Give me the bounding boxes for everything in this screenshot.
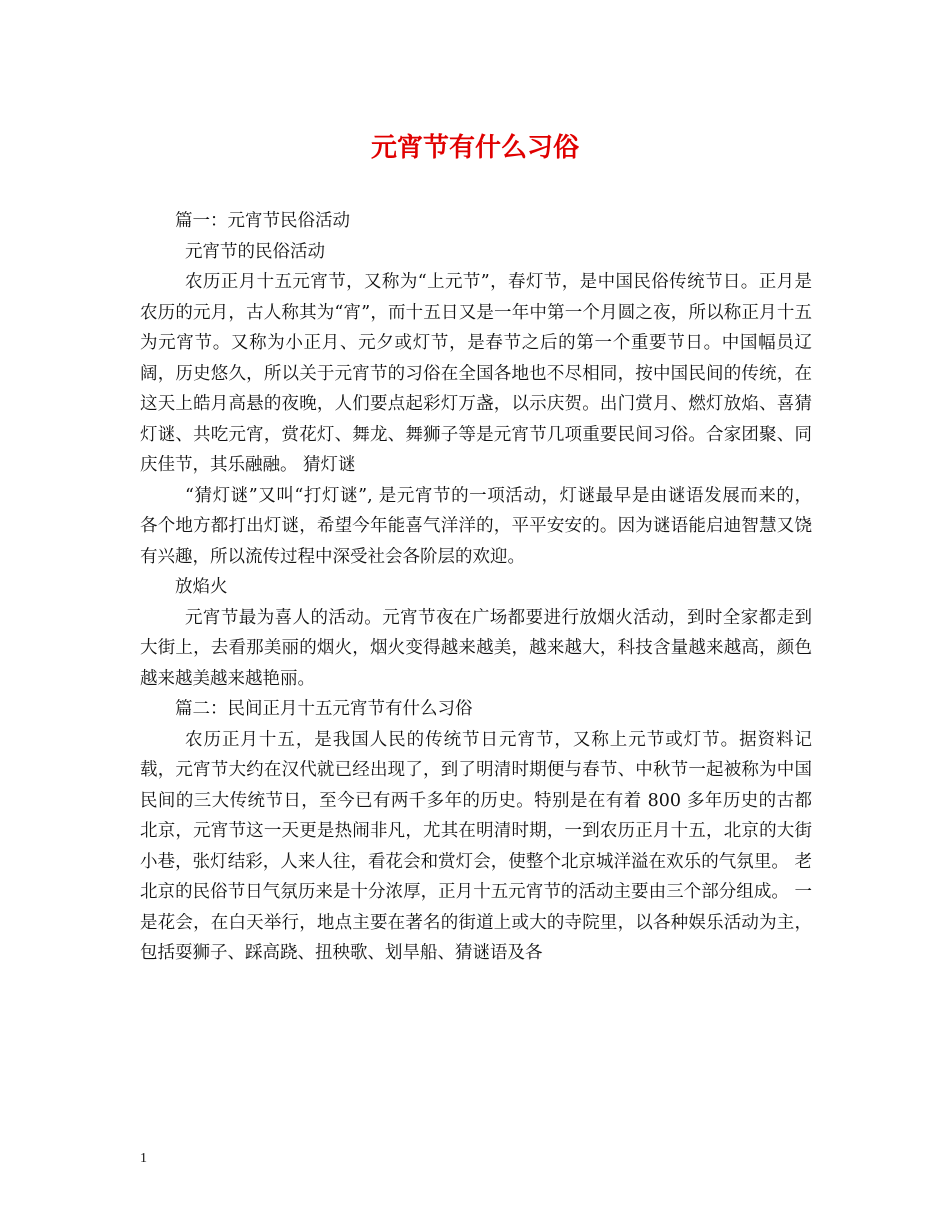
subsection-heading: 元宵节的民俗活动	[185, 241, 325, 262]
paragraph: “猜灯谜”又叫“打灯谜”, 是元宵节的一项活动，灯谜最早是由谜语发展而来的， 各个地方都打出灯谜，希望今年能喜气洋洋的，平平安安的。因为谜语能启迪智慧又饶有兴趣，所以流传过程中深受社会各阶层的欢迎。	[140, 485, 812, 567]
document-title: 元宵节有什么习俗	[370, 133, 579, 163]
section-heading-1: 篇一：元宵节民俗活动	[175, 211, 350, 231]
section-heading-2: 篇二：民间正月十五元宵节有什么习俗	[175, 699, 473, 719]
page-number: 1	[140, 1151, 147, 1166]
paragraph: 农历正月十五，是我国人民的传统节日元宵节，又称上元节或灯节。据资料记载，元宵节大约在汉代就已经出现了，到了明清时期便与春节、中秋节一起被称为中国民间的三大传统节日，至今已有两千多年的历史。特别是在有着 800 多年历史的古都北京，元宵节这一天更是热闹非凡，尤其在明清时期，一到农历正月十五，北京的大街小巷，张灯结彩，人来人往，看花会和赏灯会，使整个北京城洋溢在欢乐的气氛里。 老北京的民俗节日气氛历来是十分浓厚，正月十五元宵节的活动主要由三个部分组成。 一是花会，在白天举行，地点主要在著名的街道上或大的寺院里，以各种娱乐活动为主，包括耍狮子、踩高跷、扭秧歌、划旱船、猜谜语及各	[140, 729, 812, 963]
document-body	[140, 206, 812, 969]
subsection-heading: 放焰火	[175, 577, 228, 597]
paragraph: 农历正月十五元宵节，又称为“上元节”，春灯节，是中国民俗传统节日。正月是农历的元月，古人称其为“宵”，而十五日又是一年中第一个月圆之夜，所以称正月十五为元宵节。又称为小正月、元夕或灯节，是春节之后的第一个重要节日。中国幅员辽阔，历史悠久，所以关于元宵节的习俗在全国各地也不尽相同，按中国民间的传统，在这天上皓月高悬的夜晚，人们要点起彩灯万盏，以示庆贺。出门赏月、燃灯放焰、喜猜灯谜、共吃元宵，赏花灯、舞龙、舞狮子等是元宵节几项重要民间习俗。合家团聚、同庆佳节，其乐融融。 猜灯谜	[140, 272, 812, 475]
paragraph: 元宵节最为喜人的活动。元宵节夜在广场都要进行放烟火活动，到时全家都走到大街上，去看那美丽的烟火，烟火变得越来越美，越来越大，科技含量越来越高，颜色越来越美越来越艳丽。	[140, 607, 812, 689]
